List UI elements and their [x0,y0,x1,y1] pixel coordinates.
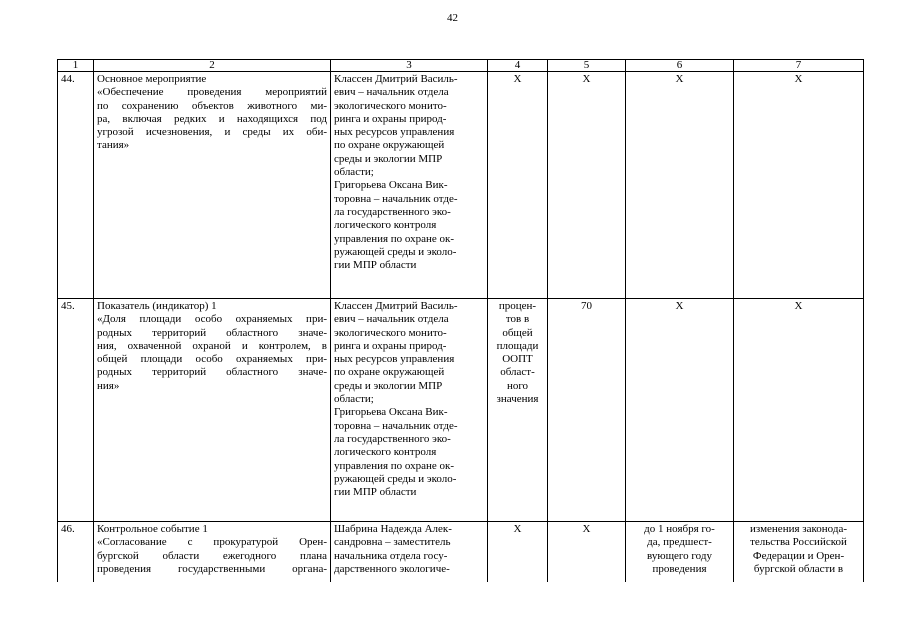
text-line: торовна – начальник отде- [334,419,458,432]
header-cell: 2 [94,60,331,72]
text-line: Х [582,523,591,535]
header-cell: 6 [626,60,734,72]
text-line: гии МПР области [334,259,417,272]
text-line: ла государственного эко- [334,205,451,218]
text-line: вующего году [647,549,712,562]
header-cell: 3 [331,60,488,72]
row-number: 44. [58,72,94,299]
text-line: процен- [498,300,537,312]
text-line: Х [794,73,803,85]
text-line: ния» [97,379,120,392]
note-cell [734,522,864,582]
header-cell: 4 [488,60,548,72]
text-line: ра, включая редких и находящихся под [97,112,327,125]
text-line: да, предшест- [647,536,712,549]
note-cell [734,299,864,522]
text-line: ных ресурсов управления [334,126,455,139]
text-line: ружающей среды и эколо- [334,472,457,485]
text-line: Шабрина Надежда Алек- [334,523,452,535]
text-line: «Обеспечение проведения мероприятий [97,86,327,99]
text-line: ла государственного эко- [334,432,451,445]
text-line: по охране окружающей [334,139,445,152]
text-line: управления по охране ок- [334,232,455,245]
text-line: родных территорий областного значе- [97,366,327,379]
text-line: экологического монито- [334,99,447,112]
text-line: Х [513,523,522,535]
text-line: гии МПР области [334,486,417,499]
text-line: изменения законода- [750,523,847,535]
text-line: торовна – начальник отде- [334,192,458,205]
text-line: ООПТ [502,353,533,366]
text-line: проведения государственными органа- [97,562,327,575]
text-line: среды и экологии МПР [334,152,443,165]
text-line: до 1 ноября го- [644,523,715,535]
text-line: по охране окружающей [334,366,445,379]
note-cell [734,72,864,299]
text-line: тов в [505,313,530,326]
text-line: угрозой исчезновения, и среды их оби- [97,126,327,139]
measures-table [57,59,864,582]
responsible-cell [331,522,488,582]
text-line: по сохранению объектов животного ми- [97,99,327,112]
deadline-cell [626,522,734,582]
text-line: среды и экологии МПР [334,379,443,392]
text-line: Х [794,300,803,312]
unit-cell [488,522,548,582]
text-line: ного [506,379,529,392]
text-line: Основное мероприятие [97,73,207,85]
value-cell [548,299,626,522]
text-line: значения [496,393,539,406]
text-line: тельства Российской [750,536,847,549]
text-line: Х [582,73,591,85]
text-line: области; [334,393,374,406]
text-line: Классен Дмитрий Василь- [334,73,458,85]
text-line: бургской области ежегодного плана [97,549,327,562]
text-line: площади [496,339,539,352]
value-cell [548,522,626,582]
text-line: Контрольное событие 1 [97,523,208,535]
text-line: Григорьева Оксана Вик- [334,406,448,419]
text-line: области; [334,166,374,179]
text-line: ринга и охраны природ- [334,339,447,352]
value-cell [548,72,626,299]
table-row [58,72,864,299]
table-row [58,522,864,582]
unit-cell [488,72,548,299]
text-line: «Согласование с прокуратурой Орен- [97,536,327,549]
text-line: проведения [652,562,707,575]
text-line: управления по охране ок- [334,459,455,472]
row-number: 45. [58,299,94,522]
text-line: ринга и охраны природ- [334,112,447,125]
text-line: евич – начальник отдела [334,86,449,99]
text-line: ния, охваченной охраной и контролем, в [97,339,327,352]
text-line: Григорьева Оксана Вик- [334,179,448,192]
text-line: общей площади особо охраняемых при- [97,353,327,366]
header-cell: 7 [734,60,864,72]
text-line: бургской области в [753,562,844,575]
text-line: Х [675,300,684,312]
responsible-cell [331,299,488,522]
text-line: начальника отдела госу- [334,549,448,562]
text-line: 70 [581,300,592,312]
text-line: логического контроля [334,446,437,459]
text-line: сандровна – заместитель [334,536,451,549]
deadline-cell [626,299,734,522]
text-line: «Доля площади особо охраняемых при- [97,313,327,326]
measure-name-cell [94,72,331,299]
text-line: Х [675,73,684,85]
text-line: Показатель (индикатор) 1 [97,300,217,312]
text-line: Х [513,73,522,85]
text-line: общей [502,326,533,339]
text-line: логического контроля [334,219,437,232]
text-line: тания» [97,139,130,152]
unit-cell [488,299,548,522]
table-row [58,299,864,522]
header-cell: 1 [58,60,94,72]
text-line: ружающей среды и эколо- [334,245,457,258]
text-line: родных территорий областного значе- [97,326,327,339]
header-cell: 5 [548,60,626,72]
text-line: Классен Дмитрий Василь- [334,300,458,312]
deadline-cell [626,72,734,299]
text-line: евич – начальник отдела [334,313,449,326]
text-line: Федерации и Орен- [752,549,845,562]
responsible-cell [331,72,488,299]
measure-name-cell [94,299,331,522]
header-row [58,60,864,72]
text-line: област- [500,366,535,379]
text-line: экологического монито- [334,326,447,339]
row-number: 46. [58,522,94,582]
text-line: ных ресурсов управления [334,353,455,366]
text-line: дарственного экологиче- [334,562,450,575]
page-number: 42 [447,12,458,24]
measure-name-cell [94,522,331,582]
